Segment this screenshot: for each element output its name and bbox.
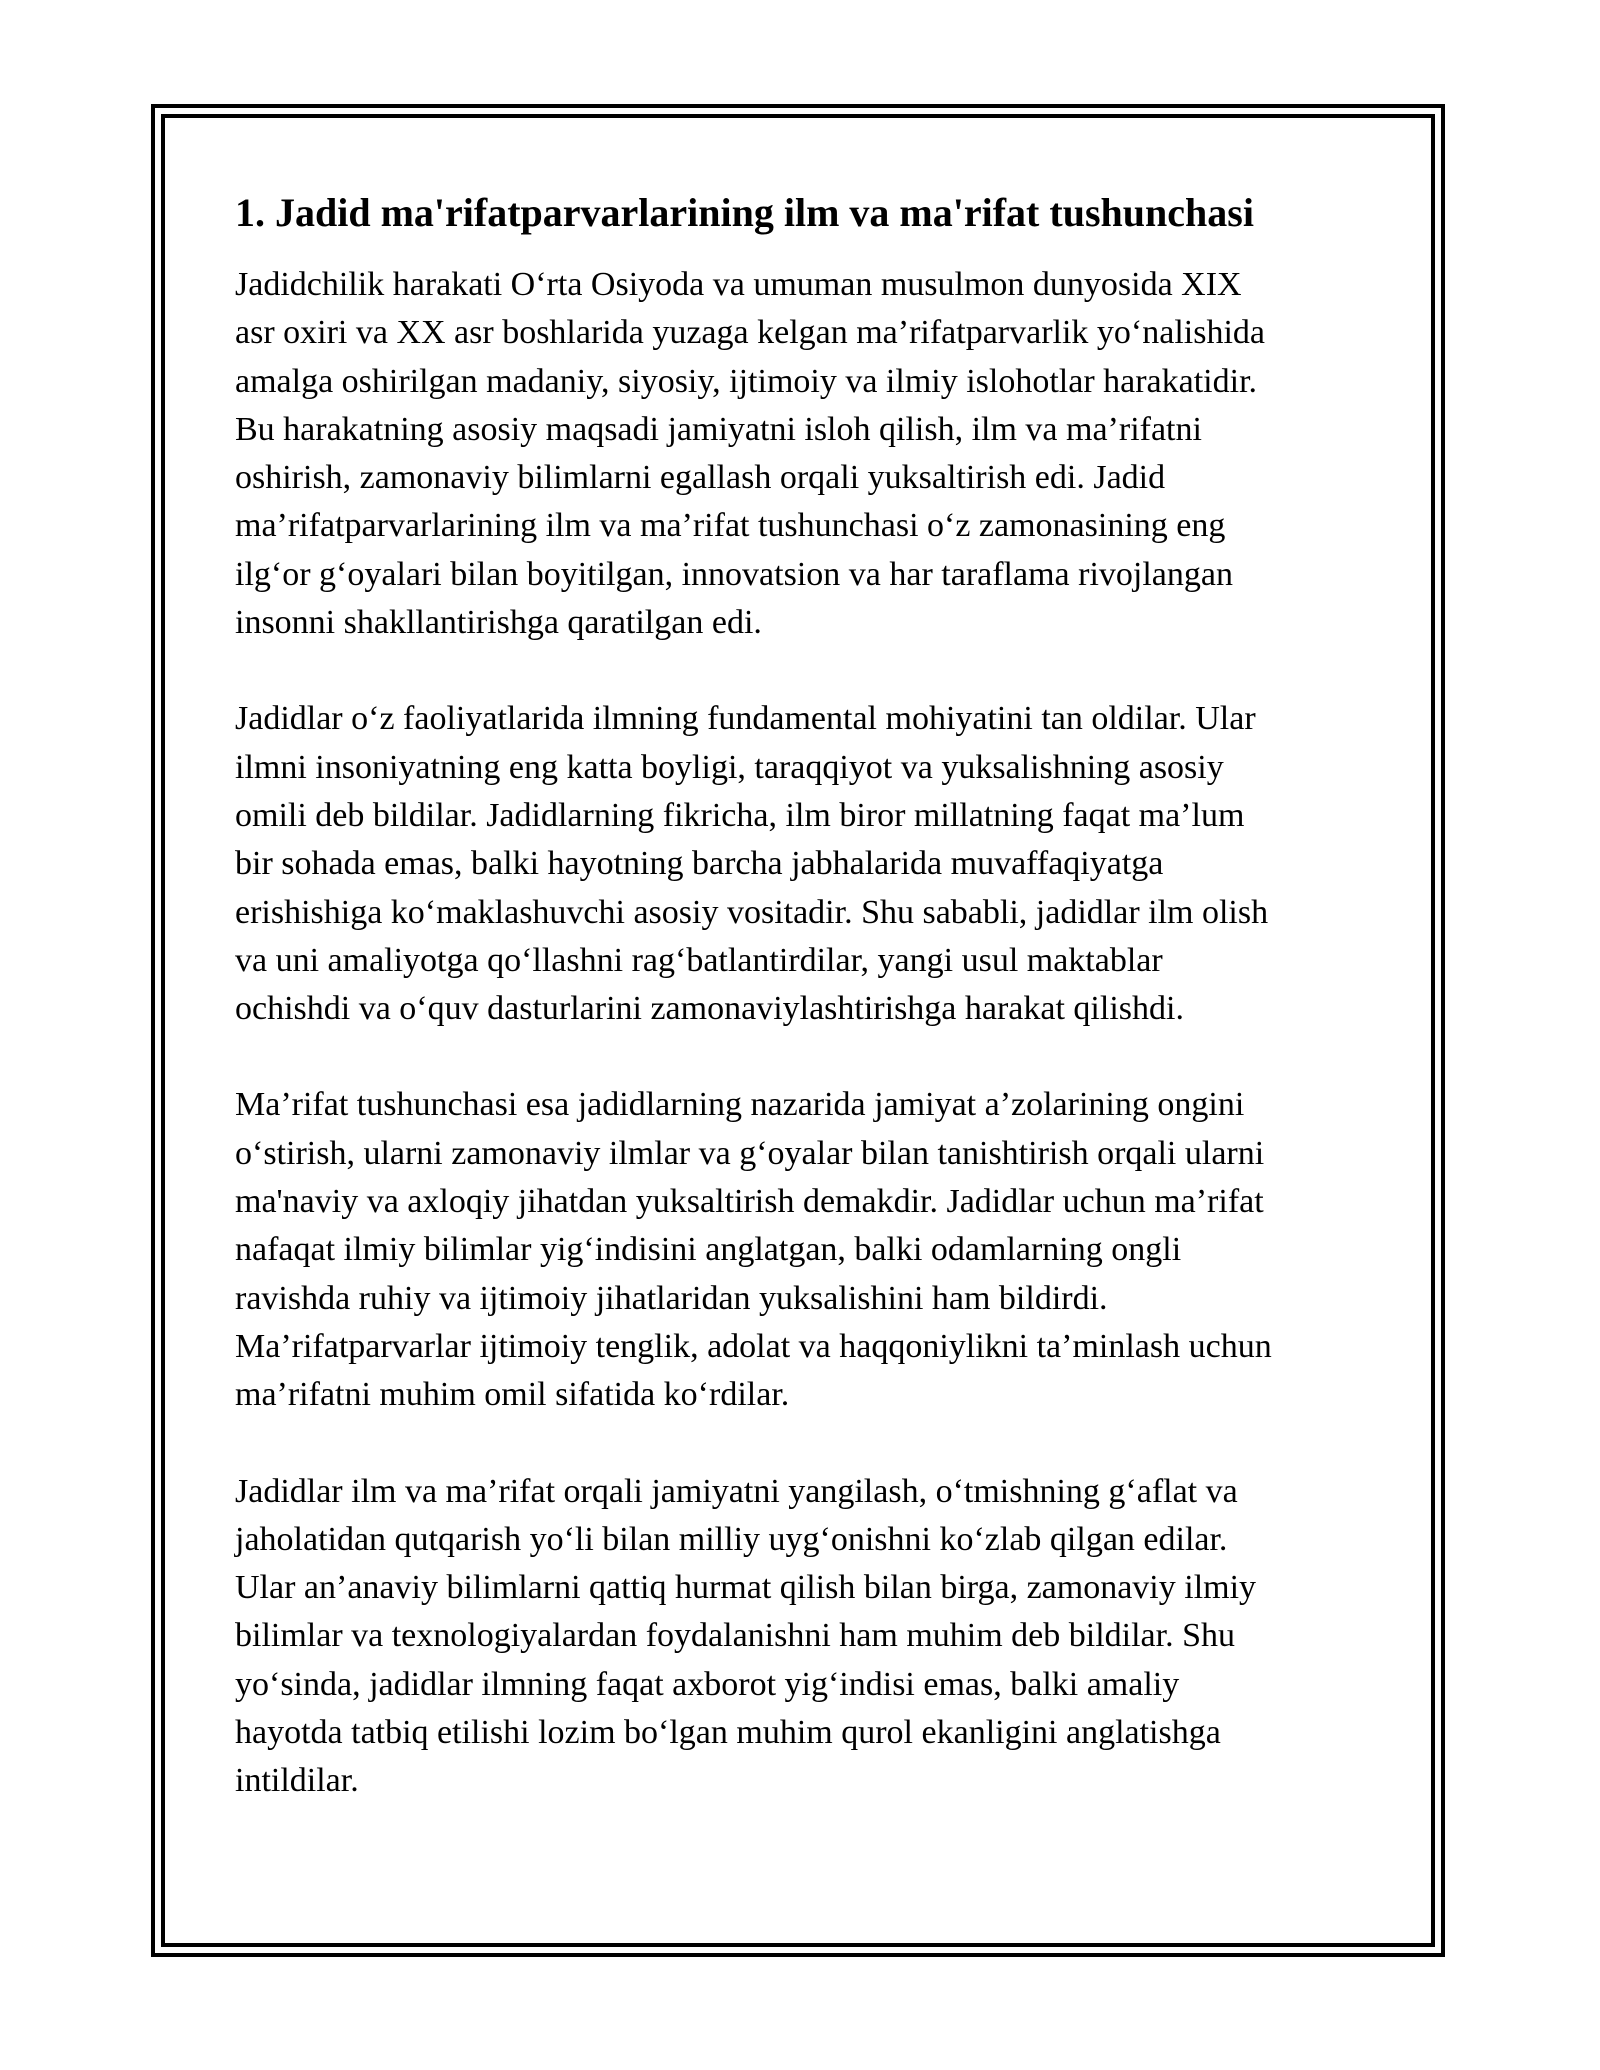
paragraph-2: Jadidlar o‘z faoliyatlarida ilmning fundamental mohiyatini tan oldilar. Ular ilmni insoniyatning eng katta boyligi, taraqqiyot va yuksalishning asosiy omili deb bildilar. Jadidlarning fikricha, ilm biror millatning faqat ma’lum bir sohada emas, balki hayotning barcha jabhalarida muvaffaqiyatga erishishiga ko‘maklashuvchi asosiy vositadir. Shu sababli, jadidlar ilm olish va uni amaliyotga qo‘llashni rag‘batlantirdilar, yangi usul maktablar ochishdi va o‘quv dasturlarini zamonaviylashtirishga harakat qilishdi. xyxy=(235,700,1269,1028)
paragraph-1: Jadidchilik harakati O‘rta Osiyoda va umuman musulmon dunyosida XIX asr oxiri va XX asr boshlarida yuzaga kelgan ma’rifatparvarlik yo‘nalishida amalga oshirilgan madaniy, siyosiy, ijtimoiy va ilmiy islohotlar harakatidir. Bu harakatning asosiy maqsadi jamiyatni isloh qilish, ilm va ma’rifatni oshirish, zamonaviy bilimlarni egallash orqali yuksaltirish edi. Jadid ma’rifatparvarlarining ilm va ma’rifat tushunchasi o‘z zamonasining eng ilg‘or g‘oyalari bilan boyitilgan, innovatsion va har taraflama rivojlangan insonni shakllantirishga qaratilgan edi. xyxy=(235,266,1266,642)
paragraph-4: Jadidlar ilm va ma’rifat orqali jamiyatni yangilash, o‘tmishning g‘aflat va jaholatidan qutqarish yo‘li bilan milliy uyg‘onishni ko‘zlab qilgan edilar. Ular an’anaviy bilimlarni qattiq hurmat qilish bilan birga, zamonaviy ilmiy bilimlar va texnologiyalardan foydalanishni ham muhim deb bildilar. Shu yo‘sinda, jadidlar ilmning faqat axborot yig‘indisi emas, balki amaliy hayotda tatbiq etilishi lozim bo‘lgan muhim qurol ekanligini anglatishga intildilar. xyxy=(235,1472,1257,1800)
document-content xyxy=(235,185,1365,1854)
section-heading: 1. Jadid ma'rifatparvarlarining ilm va ma'rifat tushunchasi xyxy=(235,190,1254,235)
paragraph-3: Ma’rifat tushunchasi esa jadidlarning nazarida jamiyat a’zolarining ongini o‘stirish, ularni zamonaviy ilmlar va g‘oyalar bilan tanishtirish orqali ularni ma'naviy va axloqiy jihatdan yuksaltirish demakdir. Jadidlar uchun ma’rifat nafaqat ilmiy bilimlar yig‘indisini anglatgan, balki odamlarning ongli ravishda ruhiy va ijtimoiy jihatlaridan yuksalishini ham bildirdi. Ma’rifatparvarlar ijtimoiy tenglik, adolat va haqqoniylikni ta’minlash uchun ma’rifatni muhim omil sifatida ko‘rdilar. xyxy=(235,1086,1272,1414)
